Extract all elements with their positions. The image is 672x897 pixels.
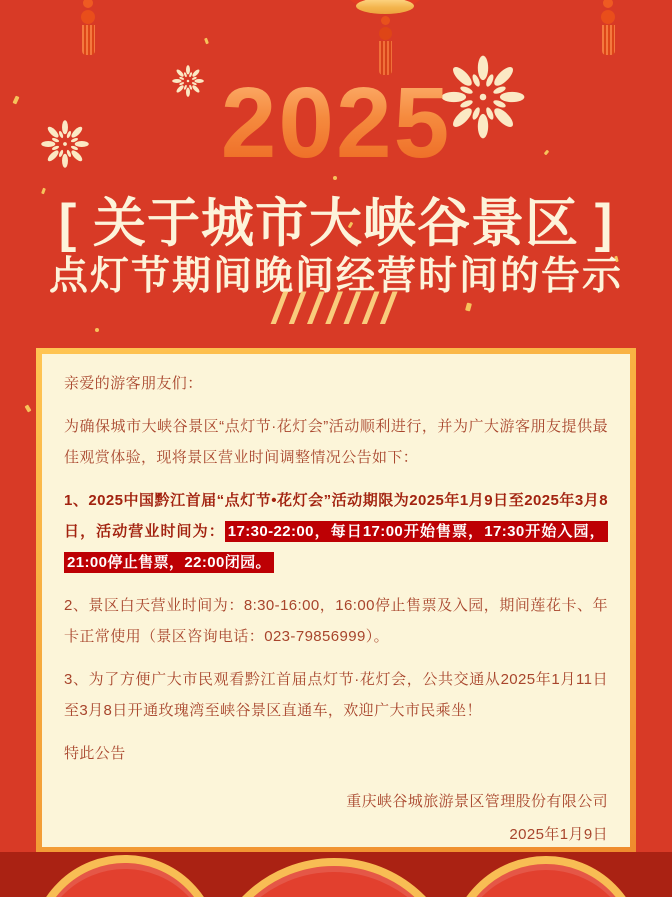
year-heading: 2025 (0, 68, 672, 178)
tassel-icon (600, 0, 616, 55)
notice-item-1 (64, 485, 608, 578)
notice-card-body (42, 354, 630, 847)
notice-item-2: 2、景区白天营业时间为：8:30-16:00，16:00停止售票及入园，期间莲花卡、年卡正常使用（景区咨询电话：023-79856999）。 (64, 597, 608, 645)
signature-company: 重庆峡谷城旅游景区管理股份有限公司 (346, 793, 608, 810)
closing-text: 特此公告 (64, 745, 126, 762)
greeting-text: 亲爱的游客朋友们： (64, 375, 203, 392)
notice-card (36, 348, 636, 853)
signature-date: 2025年1月9日 (509, 826, 608, 843)
slash-divider: /////// (272, 284, 400, 333)
notice-item-1-highlight: 17:30-22:00，每日17:00开始售票，17:30开始入园，21:00停止售票，22:00闭园。 (64, 521, 608, 573)
notice-item-1-prefix: 1、2025中国黔江首届“点灯节•花灯会”活动期限为2025年1月9日至2025年3月8日，活动营业时间为： (64, 492, 608, 540)
tassel-icon (80, 0, 96, 55)
poster-subtitle: 点灯节期间晚间经营时间的告示 (48, 255, 623, 298)
lantern-icon (347, 0, 423, 75)
confetti-speck (204, 38, 209, 45)
confetti-speck (25, 404, 32, 412)
signature-block (64, 785, 608, 847)
notice-item-3: 3、为了方便广大市民观看黔江首届点灯节·花灯会，公共交通从2025年1月11日至3月8日开通玫瑰湾至峡谷景区直通车，欢迎广大市民乘坐！ (64, 671, 608, 719)
intro-text: 为确保城市大峡谷景区“点灯节·花灯会”活动顺利进行，并为广大游客朋友提供最佳观赏体验，现将景区营业时间调整情况公告如下： (64, 418, 608, 466)
poster-title: [ 关于城市大峡谷景区 ] (58, 194, 614, 253)
